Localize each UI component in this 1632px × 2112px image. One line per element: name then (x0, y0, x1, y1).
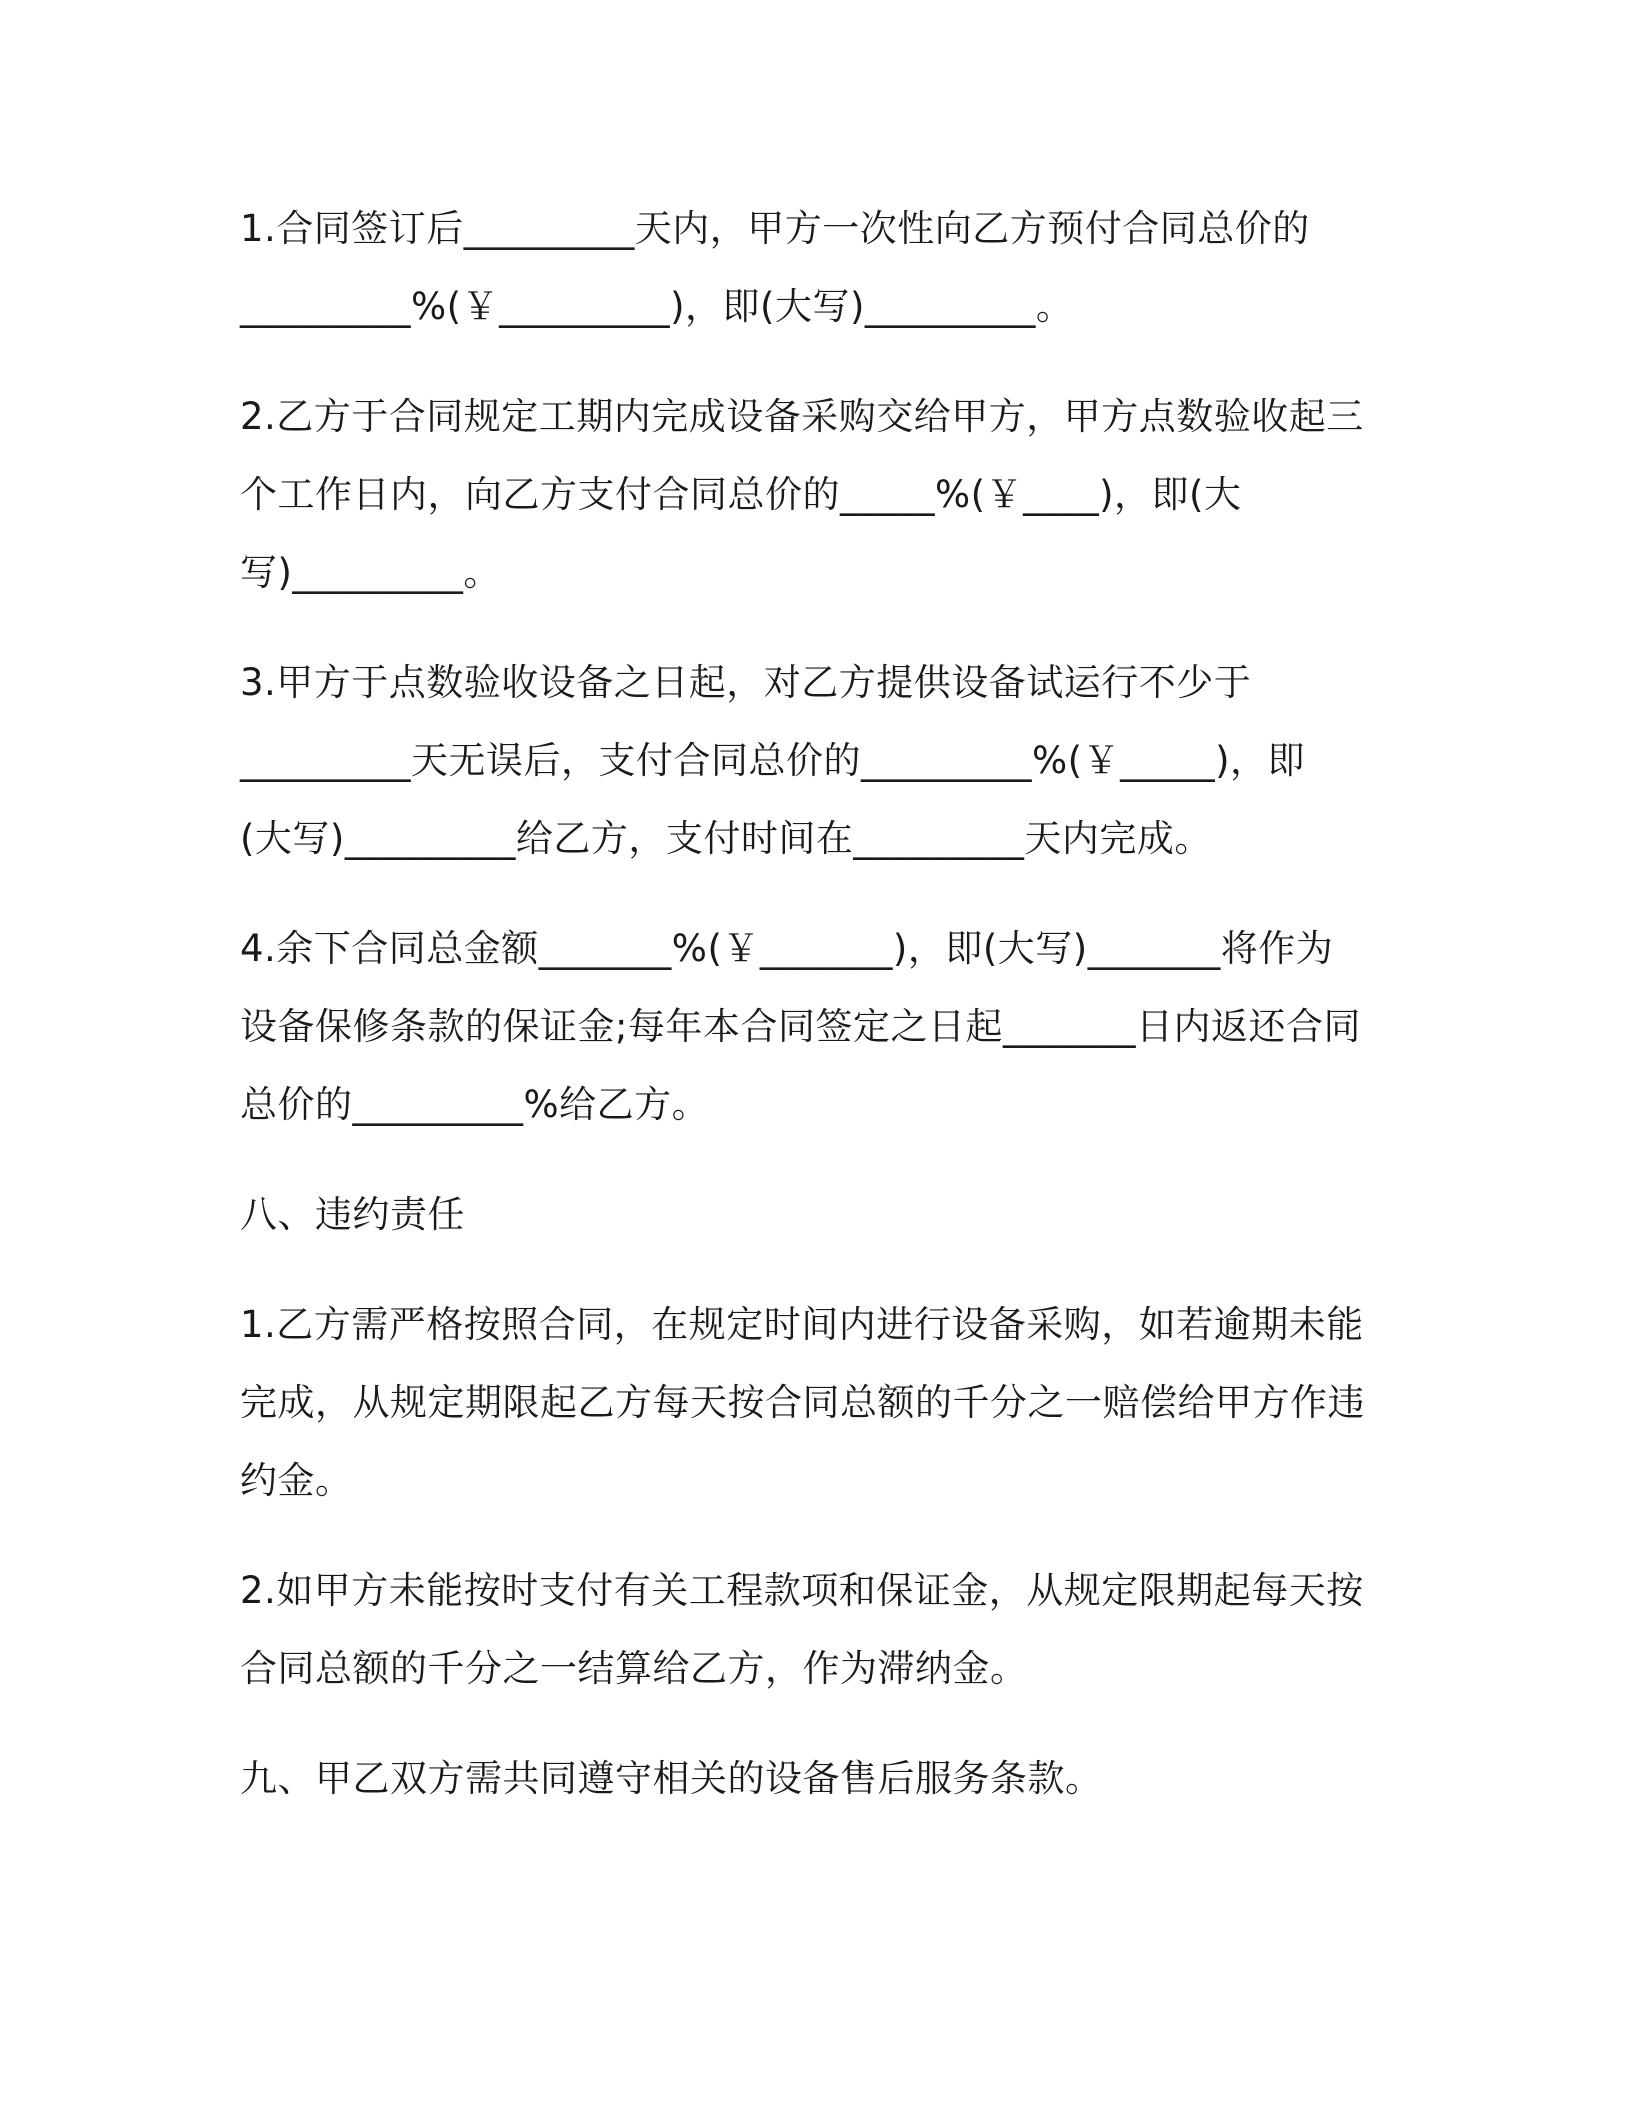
text-line: 4.余下合同总金额_______%(￥_______)，即(大写)_______将作为 (240, 927, 1334, 970)
text-line: 完成，从规定期限起乙方每天按合同总额的千分之一赔偿给甲方作违 (240, 1381, 1365, 1424)
section-9-heading: 九、甲乙双方需共同遵守相关的设备售后服务条款。 (240, 1757, 1103, 1800)
text-line: 3.甲方于点数验收设备之日起，对乙方提供设备试运行不少于 (240, 661, 1252, 704)
payment-clause-3 (240, 644, 1370, 878)
text-line: 1.乙方需严格按照合同，在规定时间内进行设备采购，如若逾期未能 (240, 1303, 1364, 1346)
text-line: _________%(￥_________)，即(大写)_________。 (240, 285, 1074, 328)
text-line: 2.乙方于合同规定工期内完成设备采购交给甲方，甲方点数验收起三 (240, 395, 1364, 438)
text-line: 1.合同签订后_________天内，甲方一次性向乙方预付合同总价的 (240, 207, 1310, 250)
section-8-heading: 八、违约责任 (240, 1193, 465, 1236)
text-line: 约金。 (240, 1459, 353, 1502)
text-line: _________天无误后，支付合同总价的_________%(￥_____)，即 (240, 739, 1306, 782)
document-body (240, 190, 1370, 1850)
text-line: 总价的_________%给乙方。 (240, 1083, 710, 1126)
payment-clause-1 (240, 190, 1370, 346)
payment-clause-4 (240, 910, 1370, 1144)
text-line: 设备保修条款的保证金;每年本合同签定之日起_______日内返还合同 (240, 1005, 1361, 1048)
breach-clause-1 (240, 1286, 1370, 1520)
text-line: 合同总额的千分之一结算给乙方，作为滞纳金。 (240, 1647, 1028, 1690)
payment-clause-2 (240, 378, 1370, 612)
text-line: 写)_________。 (240, 551, 501, 594)
text-line: 个工作日内，向乙方支付合同总价的_____%(￥____)，即(大 (240, 473, 1242, 516)
text-line: 2.如甲方未能按时支付有关工程款项和保证金，从规定限期起每天按 (240, 1569, 1364, 1612)
text-line: (大写)_________给乙方，支付时间在_________天内完成。 (240, 817, 1212, 860)
breach-clause-2 (240, 1552, 1370, 1708)
